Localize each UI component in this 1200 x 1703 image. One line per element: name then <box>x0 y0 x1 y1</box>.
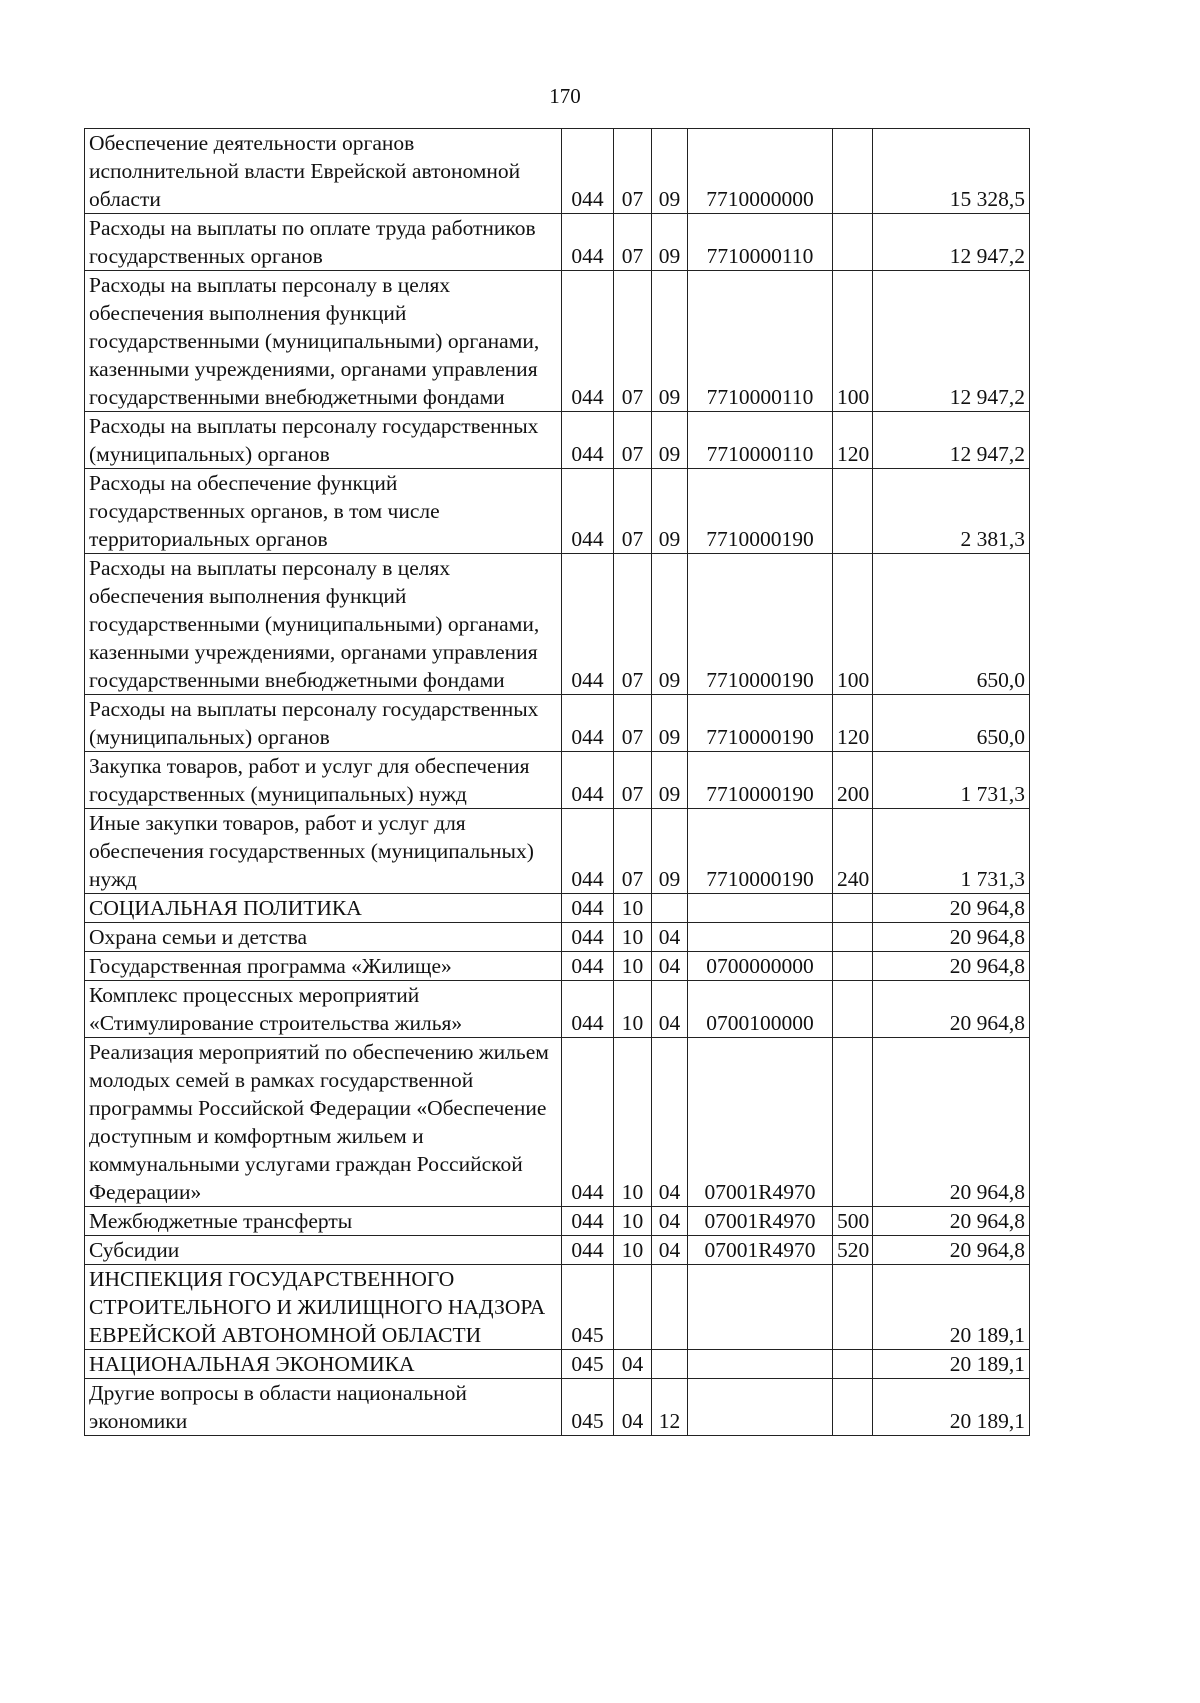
table-row <box>85 469 1030 554</box>
subsection-code-cell: 09 <box>652 271 688 412</box>
ministry-code-cell: 044 <box>562 1207 614 1236</box>
ministry-code-cell: 044 <box>562 695 614 752</box>
target-article-cell <box>688 1265 833 1350</box>
section-code-cell: 10 <box>614 923 652 952</box>
ministry-code-cell: 044 <box>562 129 614 214</box>
row-name-cell: Расходы на обеспечение функций государственных органов, в том числе территориальных органов <box>85 469 562 554</box>
ministry-code-cell: 044 <box>562 981 614 1038</box>
row-name-cell: Другие вопросы в области национальной экономики <box>85 1379 562 1436</box>
row-name-cell: Субсидии <box>85 1236 562 1265</box>
target-article-cell: 7710000190 <box>688 809 833 894</box>
section-code-cell: 07 <box>614 752 652 809</box>
subsection-code-cell: 04 <box>652 1207 688 1236</box>
amount-cell: 20 189,1 <box>873 1265 1030 1350</box>
section-code-cell: 07 <box>614 412 652 469</box>
subsection-code-cell: 04 <box>652 952 688 981</box>
table-row <box>85 554 1030 695</box>
table-row <box>85 809 1030 894</box>
ministry-code-cell: 044 <box>562 554 614 695</box>
target-article-cell: 07001R4970 <box>688 1038 833 1207</box>
expense-type-cell: 240 <box>833 809 873 894</box>
ministry-code-cell: 045 <box>562 1350 614 1379</box>
expense-type-cell: 120 <box>833 412 873 469</box>
subsection-code-cell: 09 <box>652 809 688 894</box>
table-row <box>85 412 1030 469</box>
amount-cell: 20 964,8 <box>873 1038 1030 1207</box>
ministry-code-cell: 044 <box>562 1236 614 1265</box>
amount-cell: 20 189,1 <box>873 1350 1030 1379</box>
subsection-code-cell: 04 <box>652 923 688 952</box>
expense-type-cell <box>833 1379 873 1436</box>
table-row <box>85 214 1030 271</box>
target-article-cell <box>688 894 833 923</box>
amount-cell: 1 731,3 <box>873 752 1030 809</box>
target-article-cell: 07001R4970 <box>688 1207 833 1236</box>
row-name-cell: НАЦИОНАЛЬНАЯ ЭКОНОМИКА <box>85 1350 562 1379</box>
row-name-cell: Расходы на выплаты персоналу государственных (муниципальных) органов <box>85 695 562 752</box>
section-code-cell: 07 <box>614 469 652 554</box>
section-code-cell: 10 <box>614 981 652 1038</box>
subsection-code-cell: 09 <box>652 695 688 752</box>
ministry-code-cell: 044 <box>562 809 614 894</box>
subsection-code-cell: 12 <box>652 1379 688 1436</box>
row-name-cell: СОЦИАЛЬНАЯ ПОЛИТИКА <box>85 894 562 923</box>
row-name-cell: Охрана семьи и детства <box>85 923 562 952</box>
table-row <box>85 752 1030 809</box>
expense-type-cell: 500 <box>833 1207 873 1236</box>
target-article-cell: 0700000000 <box>688 952 833 981</box>
target-article-cell <box>688 923 833 952</box>
row-name-cell: Межбюджетные трансферты <box>85 1207 562 1236</box>
amount-cell: 15 328,5 <box>873 129 1030 214</box>
amount-cell: 20 964,8 <box>873 981 1030 1038</box>
expense-type-cell <box>833 894 873 923</box>
amount-cell: 650,0 <box>873 554 1030 695</box>
section-code-cell: 10 <box>614 952 652 981</box>
target-article-cell: 7710000190 <box>688 695 833 752</box>
section-code-cell: 07 <box>614 809 652 894</box>
row-name-cell: Иные закупки товаров, работ и услуг для обеспечения государственных (муниципальных) нужд <box>85 809 562 894</box>
section-code-cell: 07 <box>614 129 652 214</box>
target-article-cell: 7710000190 <box>688 554 833 695</box>
section-code-cell: 07 <box>614 554 652 695</box>
ministry-code-cell: 044 <box>562 469 614 554</box>
budget-table-body <box>85 129 1030 1436</box>
ministry-code-cell: 045 <box>562 1379 614 1436</box>
table-row <box>85 271 1030 412</box>
row-name-cell: Расходы на выплаты персоналу в целях обеспечения выполнения функций государственными (муниципальными) органами, казенными учреждениями, органами управления государственными внебюджетными фондами <box>85 271 562 412</box>
subsection-code-cell: 09 <box>652 214 688 271</box>
section-code-cell: 10 <box>614 1038 652 1207</box>
table-row <box>85 1379 1030 1436</box>
expense-type-cell <box>833 952 873 981</box>
target-article-cell: 7710000110 <box>688 412 833 469</box>
target-article-cell: 0700100000 <box>688 981 833 1038</box>
ministry-code-cell: 044 <box>562 952 614 981</box>
ministry-code-cell: 044 <box>562 412 614 469</box>
subsection-code-cell: 09 <box>652 129 688 214</box>
subsection-code-cell <box>652 1265 688 1350</box>
section-code-cell: 04 <box>614 1350 652 1379</box>
target-article-cell <box>688 1379 833 1436</box>
section-code-cell: 07 <box>614 271 652 412</box>
amount-cell: 20 964,8 <box>873 1236 1030 1265</box>
amount-cell: 20 964,8 <box>873 894 1030 923</box>
expense-type-cell <box>833 1038 873 1207</box>
row-name-cell: Расходы на выплаты персоналу в целях обеспечения выполнения функций государственными (муниципальными) органами, казенными учреждениями, органами управления государственными внебюджетными фондами <box>85 554 562 695</box>
target-article-cell: 7710000190 <box>688 469 833 554</box>
subsection-code-cell: 04 <box>652 1236 688 1265</box>
subsection-code-cell: 09 <box>652 752 688 809</box>
table-row <box>85 894 1030 923</box>
row-name-cell: Расходы на выплаты персоналу государственных (муниципальных) органов <box>85 412 562 469</box>
subsection-code-cell <box>652 1350 688 1379</box>
expense-type-cell <box>833 923 873 952</box>
ministry-code-cell: 044 <box>562 752 614 809</box>
expense-type-cell <box>833 1265 873 1350</box>
section-code-cell: 10 <box>614 894 652 923</box>
amount-cell: 12 947,2 <box>873 214 1030 271</box>
subsection-code-cell <box>652 894 688 923</box>
table-row <box>85 129 1030 214</box>
expense-type-cell: 120 <box>833 695 873 752</box>
row-name-cell: Реализация мероприятий по обеспечению жильем молодых семей в рамках государственной программы Российской Федерации «Обеспечение доступным и комфортным жильем и коммунальными услугами граждан Российской Федерации» <box>85 1038 562 1207</box>
row-name-cell: Комплекс процессных мероприятий «Стимулирование строительства жилья» <box>85 981 562 1038</box>
section-code-cell <box>614 1265 652 1350</box>
subsection-code-cell: 04 <box>652 1038 688 1207</box>
section-code-cell: 04 <box>614 1379 652 1436</box>
table-row <box>85 952 1030 981</box>
ministry-code-cell: 044 <box>562 894 614 923</box>
target-article-cell: 7710000110 <box>688 271 833 412</box>
row-name-cell: Расходы на выплаты по оплате труда работников государственных органов <box>85 214 562 271</box>
target-article-cell <box>688 1350 833 1379</box>
amount-cell: 20 964,8 <box>873 1207 1030 1236</box>
target-article-cell: 07001R4970 <box>688 1236 833 1265</box>
expense-type-cell <box>833 214 873 271</box>
ministry-code-cell: 044 <box>562 1038 614 1207</box>
ministry-code-cell: 044 <box>562 271 614 412</box>
ministry-code-cell: 045 <box>562 1265 614 1350</box>
section-code-cell: 10 <box>614 1207 652 1236</box>
amount-cell: 12 947,2 <box>873 271 1030 412</box>
page-number: 170 <box>549 84 581 108</box>
section-code-cell: 07 <box>614 214 652 271</box>
budget-table <box>84 128 1030 1436</box>
section-code-cell: 10 <box>614 1236 652 1265</box>
expense-type-cell <box>833 469 873 554</box>
table-row <box>85 981 1030 1038</box>
table-row <box>85 1207 1030 1236</box>
target-article-cell: 7710000000 <box>688 129 833 214</box>
table-row <box>85 695 1030 752</box>
subsection-code-cell: 04 <box>652 981 688 1038</box>
target-article-cell: 7710000190 <box>688 752 833 809</box>
amount-cell: 20 964,8 <box>873 923 1030 952</box>
table-row <box>85 1038 1030 1207</box>
expense-type-cell <box>833 981 873 1038</box>
expense-type-cell: 520 <box>833 1236 873 1265</box>
subsection-code-cell: 09 <box>652 554 688 695</box>
row-name-cell: Закупка товаров, работ и услуг для обеспечения государственных (муниципальных) нужд <box>85 752 562 809</box>
subsection-code-cell: 09 <box>652 412 688 469</box>
table-row <box>85 923 1030 952</box>
table-row <box>85 1236 1030 1265</box>
expense-type-cell <box>833 129 873 214</box>
row-name-cell: ИНСПЕКЦИЯ ГОСУДАРСТВЕННОГО СТРОИТЕЛЬНОГО И ЖИЛИЩНОГО НАДЗОРА ЕВРЕЙСКОЙ АВТОНОМНОЙ ОБЛАСТИ <box>85 1265 562 1350</box>
amount-cell: 20 964,8 <box>873 952 1030 981</box>
table-row <box>85 1350 1030 1379</box>
amount-cell: 12 947,2 <box>873 412 1030 469</box>
ministry-code-cell: 044 <box>562 923 614 952</box>
row-name-cell: Государственная программа «Жилище» <box>85 952 562 981</box>
row-name-cell: Обеспечение деятельности органов исполнительной власти Еврейской автономной области <box>85 129 562 214</box>
table-row <box>85 1265 1030 1350</box>
ministry-code-cell: 044 <box>562 214 614 271</box>
amount-cell: 2 381,3 <box>873 469 1030 554</box>
amount-cell: 1 731,3 <box>873 809 1030 894</box>
amount-cell: 20 189,1 <box>873 1379 1030 1436</box>
expense-type-cell: 100 <box>833 271 873 412</box>
expense-type-cell: 100 <box>833 554 873 695</box>
subsection-code-cell: 09 <box>652 469 688 554</box>
expense-type-cell: 200 <box>833 752 873 809</box>
expense-type-cell <box>833 1350 873 1379</box>
target-article-cell: 7710000110 <box>688 214 833 271</box>
amount-cell: 650,0 <box>873 695 1030 752</box>
section-code-cell: 07 <box>614 695 652 752</box>
